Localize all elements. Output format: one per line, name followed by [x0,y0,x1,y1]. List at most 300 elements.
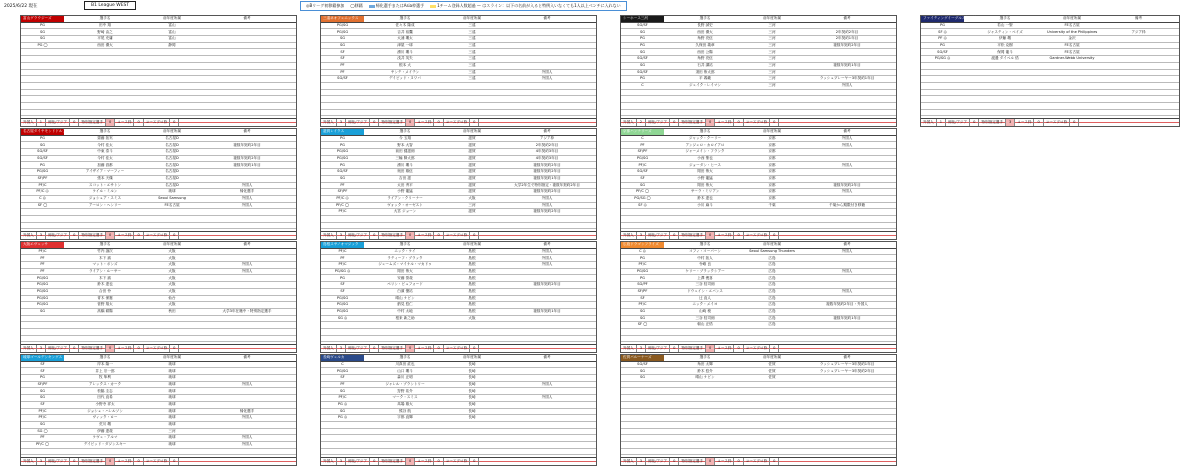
position: SG [621,29,664,36]
table-row [321,255,596,262]
position: PF [21,262,64,269]
note [1098,36,1179,43]
note [198,395,296,402]
prev-club: 三河 [746,36,798,43]
prev-club: FE名古屋 [1046,22,1098,29]
foreign-count: 2 [637,119,646,126]
player-name: 伊藤 達哉 [64,428,146,435]
player-name: スコット・エサトン [64,182,146,189]
prev-club: 琉球 [146,408,198,415]
note: 外国人 [198,262,296,269]
youth-label: ユース枠 [715,119,734,126]
team-name: 広島ドラゴンフライズ [621,242,664,248]
table-row [621,82,896,89]
foreign-label: 外国人 [21,458,37,465]
table-row [321,268,596,275]
player-name: 牧 隼利 [64,375,146,382]
note: 複数年契約2年目 [498,162,596,169]
position: SF [621,295,664,302]
table-row [21,395,296,402]
note: 複数年契約2年目 [498,282,596,289]
position: PF/C [321,262,364,269]
col-name: 選手名 [64,242,146,248]
foreign-label: 外国人 [621,458,637,465]
youth-count: 0 [734,345,743,352]
team-summary [21,344,296,352]
player-name: 久保田 義章 [664,42,746,49]
player-name: 森川 正明 [364,375,446,382]
note [198,295,296,302]
player-name: 大宮 ジョーン [364,209,446,216]
roster-table [621,129,896,236]
player-name: ライアン・クリーナー [364,195,446,202]
player-name: マーク・スミス [364,395,446,402]
table-row [21,295,296,302]
table-row [321,381,596,388]
asia-label: 帰化/アジア [346,345,370,352]
prev-club: 長崎 [446,361,498,368]
youth2-count: 0 [1070,119,1079,126]
table-row-empty [921,69,1179,76]
table-row [621,142,896,149]
team-summary [321,118,596,126]
table-row-empty [621,408,896,415]
note [798,308,896,315]
position: PF [21,255,64,262]
table-row-empty [21,335,296,342]
position: SG [321,388,364,395]
roster-table [621,355,896,462]
note [498,22,596,29]
youth-count: 0 [734,119,743,126]
player-name: 安藤 誓哉 [364,275,446,282]
youth2-count: 0 [170,458,179,465]
league-label: B1 League WEST [84,1,136,10]
player-name: 吉田 滋 [364,175,446,182]
asia-count: 0 [670,119,679,126]
team-name: 佐賀バルーナーズ [621,355,664,361]
table-row-empty [321,322,596,329]
table-row [621,195,896,202]
position: PF/C [621,262,664,269]
asia-label: 帰化/アジア [346,232,370,239]
youth2-label: ユースプロ枠 [744,458,770,465]
note: 外国人 [498,395,596,402]
note: 複数年契約2年目 [198,155,296,162]
position: PF/C [621,162,664,169]
table-row-empty [621,102,896,109]
team-name: 三遠ネオフェニックス [321,16,364,22]
table-row [621,282,896,289]
table-row [321,56,596,63]
player-name: 鈴木 達也 [664,195,746,202]
prev-club: 琉球 [146,441,198,448]
foreign-label: 外国人 [321,345,337,352]
team-summary [621,344,896,352]
position: SG/SF [321,76,364,83]
asia-count: 0 [370,119,379,126]
prev-club: 琉球 [146,189,198,196]
col-name: 選手名 [664,355,746,361]
table-row [21,29,296,36]
note: アジア枠 [1098,29,1179,36]
note [798,69,896,76]
table-row [21,435,296,442]
col-note: 備考 [798,129,896,135]
prev-club: 広島 [746,308,798,315]
special-count: 0 [406,119,415,126]
youth2-label: ユースプロ枠 [444,458,470,465]
player-name: 熊谷 航 [364,408,446,415]
prev-club: 滋賀 [446,169,498,176]
note [198,22,296,29]
special-label: 特別指定選手 [679,458,706,465]
player-name: ジョシュア・スミス [64,195,146,202]
roster-table [21,242,296,349]
position: PF ◎ [921,36,964,43]
asia-count: 0 [370,232,379,239]
player-name: ジェイク・レイマン [664,82,746,89]
asia-count: 0 [670,232,679,239]
youth-count: 0 [734,458,743,465]
player-name: 奥田 雄伍 [364,169,446,176]
youth-count: 0 [134,345,143,352]
note: ラッシュプレーヤー3年契約1年目 [798,76,896,83]
youth-label: ユース枠 [115,345,134,352]
table-row [21,361,296,368]
player-name: ヴィック・ロー [64,415,146,422]
note: 外国人 [798,135,896,142]
prev-club: 三遠 [446,69,498,76]
asia-label: 帰化/アジア [46,119,70,126]
col-note: 備考 [798,16,896,22]
table-row-empty [621,421,896,428]
prev-club: 島根 [446,248,498,255]
team-panel [620,128,897,240]
note [498,29,596,36]
special-label: 特別指定選手 [379,345,406,352]
special-label: 特別指定選手 [679,119,706,126]
note: 2年契約2年目 [498,142,596,149]
legend-item-0: ◎Bリーグ初移籍参加 [306,3,345,8]
team-panel [620,15,897,127]
prev-club: 三河 [746,69,798,76]
team-summary [921,118,1179,126]
legend-item-3: 1チーム登録人数超過 — はスライン：以下の名前が入ると特例入いなくても1人以上ベンチに入れない [430,3,621,9]
prev-club: 名古屋D [146,182,198,189]
note [198,149,296,156]
prev-club: 滋賀 [446,189,498,196]
team-summary [21,457,296,465]
note [498,62,596,69]
position: SG [21,29,64,36]
table-row [621,375,896,382]
youth2-count: 0 [770,458,779,465]
table-row-empty [21,209,296,216]
youth2-label: ユースプロ枠 [744,345,770,352]
note [198,255,296,262]
player-name: ドウェイン・エバンス [664,288,746,295]
table-row [321,295,596,302]
team-panel [320,354,597,466]
table-row [21,441,296,448]
table-row [921,42,1179,49]
player-name: 竹内 譲次 [64,248,146,255]
prev-club: 長崎 [446,395,498,402]
note: 帰化選手 [198,408,296,415]
position: SF/PF [21,381,64,388]
prev-club: 広島 [746,255,798,262]
foreign-label: 外国人 [321,119,337,126]
table-row-empty [21,56,296,63]
foreign-label: 外国人 [621,119,637,126]
note: 複数年契約2年目 [498,189,596,196]
player-name: ジャレル・ブラントリー [364,381,446,388]
youth-count: 0 [134,119,143,126]
table-row [621,49,896,56]
team-name: 滋賀レイクス [321,129,364,135]
player-name: 今 玉翔 [364,135,446,142]
prev-club: 大阪 [446,315,498,322]
table-row-empty [21,82,296,89]
prev-club: 三遠 [446,76,498,83]
table-row [921,22,1179,29]
position: SF [321,282,364,289]
player-name: 加藤 嵩都 [64,162,146,169]
player-name: ジョーダン・ヒース [664,162,746,169]
position: PF [21,268,64,275]
player-name: 菅野 翔太 [64,302,146,309]
player-name: コフィ・コーバーン [664,248,746,255]
table-row [621,255,896,262]
player-name: デイビッド・ヌワバ [364,76,446,83]
position: PG/SG [21,169,64,176]
note [798,282,896,289]
table-row [321,262,596,269]
table-row [21,149,296,156]
table-row [621,69,896,76]
table-row [321,209,596,216]
note [798,275,896,282]
player-name: 根本 大 [364,62,446,69]
table-row [621,189,896,196]
team-name: 長崎ヴェルカ [321,355,364,361]
player-name: 三谷 桂司朗 [664,282,746,289]
table-row [621,149,896,156]
table-row-empty [321,215,596,222]
table-row-empty [321,82,596,89]
special-count: 0 [706,345,715,352]
note: 外国人 [498,76,596,83]
position: SG/SF [21,155,64,162]
position: SG [21,395,64,402]
position: PG/SG [321,155,364,162]
asia-label: 帰化/アジア [646,119,670,126]
team-summary [321,231,596,239]
note: 外国人 [498,255,596,262]
table-row [621,295,896,302]
note [798,255,896,262]
note: 外国人 [198,441,296,448]
note: 複数年契約2年目 [198,142,296,149]
col-club: 前年度所属 [446,16,498,22]
youth2-label: ユースプロ枠 [144,345,170,352]
note [1098,22,1179,29]
special-count: 0 [706,119,715,126]
player-name: 馬場 雄大 [364,401,446,408]
team-name: 京都ハンナリーズ [621,129,664,135]
col-name: 選手名 [364,16,446,22]
youth2-label: ユースプロ枠 [444,119,470,126]
note: 外国人 [498,195,596,202]
position: SF [321,56,364,63]
table-row [21,135,296,142]
table-row [21,162,296,169]
position: PG ◎ [321,401,364,408]
team-panel [20,128,297,240]
legend-item-2: 帰化選手またはAsia枠選手 [369,3,424,9]
prev-club: 三河 [746,22,798,29]
prev-club: 三河 [746,76,798,83]
table-row [621,182,896,189]
position: SG/SF [621,169,664,176]
col-note: 備考 [798,355,896,361]
prev-club: 琉球 [146,381,198,388]
prev-club: 京都 [746,149,798,156]
asia-label: 帰化/アジア [646,232,670,239]
player-name: 川真田 紘也 [364,361,446,368]
player-name: 吉井 裕鷹 [364,29,446,36]
table-row-empty [21,69,296,76]
table-row-empty [921,102,1179,109]
position: PG/SG [21,295,64,302]
player-name: ジョシュ・ハレルソン [64,408,146,415]
youth-count: 0 [434,119,443,126]
team-summary [21,118,296,126]
table-row-empty [321,441,596,448]
table-row [21,155,296,162]
prev-club: 京都 [746,135,798,142]
note: 複数年契約2年目・外国人 [798,302,896,309]
position: PG [321,135,364,142]
youth2-count: 0 [470,232,479,239]
table-row [621,248,896,255]
position: PF [321,62,364,69]
foreign-label: 外国人 [321,232,337,239]
position: PG [321,162,364,169]
table-row-empty [321,102,596,109]
position: SG [21,142,64,149]
team-name: 富山グラウジーズ [21,16,64,22]
player-name: 合田 怜 [64,288,146,295]
prev-club: 琉球 [146,368,198,375]
legend-swatch-yellow [430,5,436,8]
note: 外国人 [798,142,896,149]
note: 2年契約1年目 [798,36,896,43]
team-name: 琉球ゴールデンキングス [23,355,63,360]
youth2-label: ユースプロ枠 [1044,119,1070,126]
position: PF [21,435,64,442]
position: SF ◯ [621,322,664,329]
note [798,56,896,63]
prev-club: Seoul Samsung Thunders [746,248,798,255]
position: PF/C ◯ [21,441,64,448]
roster-table [321,16,596,123]
note [198,288,296,295]
foreign-count: 3 [637,232,646,239]
prev-club: 三河 [746,29,798,36]
table-row [321,175,596,182]
table-row [321,162,596,169]
asia-count: 0 [70,345,79,352]
youth2-count: 0 [470,119,479,126]
note: 外国人 [798,82,896,89]
position: SF/PF [621,149,664,156]
position: SG/SF [621,22,664,29]
player-name: 狩野 祐介 [364,388,446,395]
table-row [21,36,296,43]
team-summary [321,457,596,465]
player-name: 湧川 颯斗 [364,49,446,56]
note [498,268,596,275]
table-row-empty [321,448,596,455]
table-row-empty [321,335,596,342]
prev-club: 三遠 [446,29,498,36]
position: PG/SG [621,268,664,275]
player-name: 中東 泰斗 [64,149,146,156]
note: 外国人 [798,268,896,275]
prev-club: 島根 [446,275,498,282]
table-row [621,29,896,36]
roster-table [21,16,296,123]
youth-count: 0 [434,458,443,465]
prev-club: 島根 [446,295,498,302]
prev-club: 琉球 [146,388,198,395]
col-note: 備考 [1098,16,1179,22]
col-club: 前年度所属 [146,355,198,361]
table-row [21,308,296,315]
team-panel [20,241,297,353]
prev-club: 名古屋D [146,162,198,169]
prev-club: 琉球 [146,435,198,442]
table-row [21,275,296,282]
youth-label: ユース枠 [115,232,134,239]
position: PG/SG [21,288,64,295]
table-row-empty [21,215,296,222]
prev-club: 琉球 [146,375,198,382]
prev-club: 秋田 [146,308,198,315]
special-count: 0 [706,232,715,239]
table-row-empty [921,82,1179,89]
youth-label: ユース枠 [115,458,134,465]
col-club: 前年度所属 [146,242,198,248]
table-row [321,189,596,196]
prev-club: 三遠 [446,62,498,69]
table-row-empty [21,76,296,83]
table-row [321,282,596,289]
special-count: 0 [106,345,115,352]
col-note: 備考 [498,355,596,361]
col-note: 備考 [198,242,296,248]
prev-club: 琉球 [146,415,198,422]
roster-table [621,242,896,349]
note: 外国人 [198,415,296,422]
note [198,368,296,375]
prev-club: 滋賀 [446,209,498,216]
asia-label: 帰化/アジア [46,345,70,352]
col-note: 備考 [198,129,296,135]
roster-table [321,129,596,236]
